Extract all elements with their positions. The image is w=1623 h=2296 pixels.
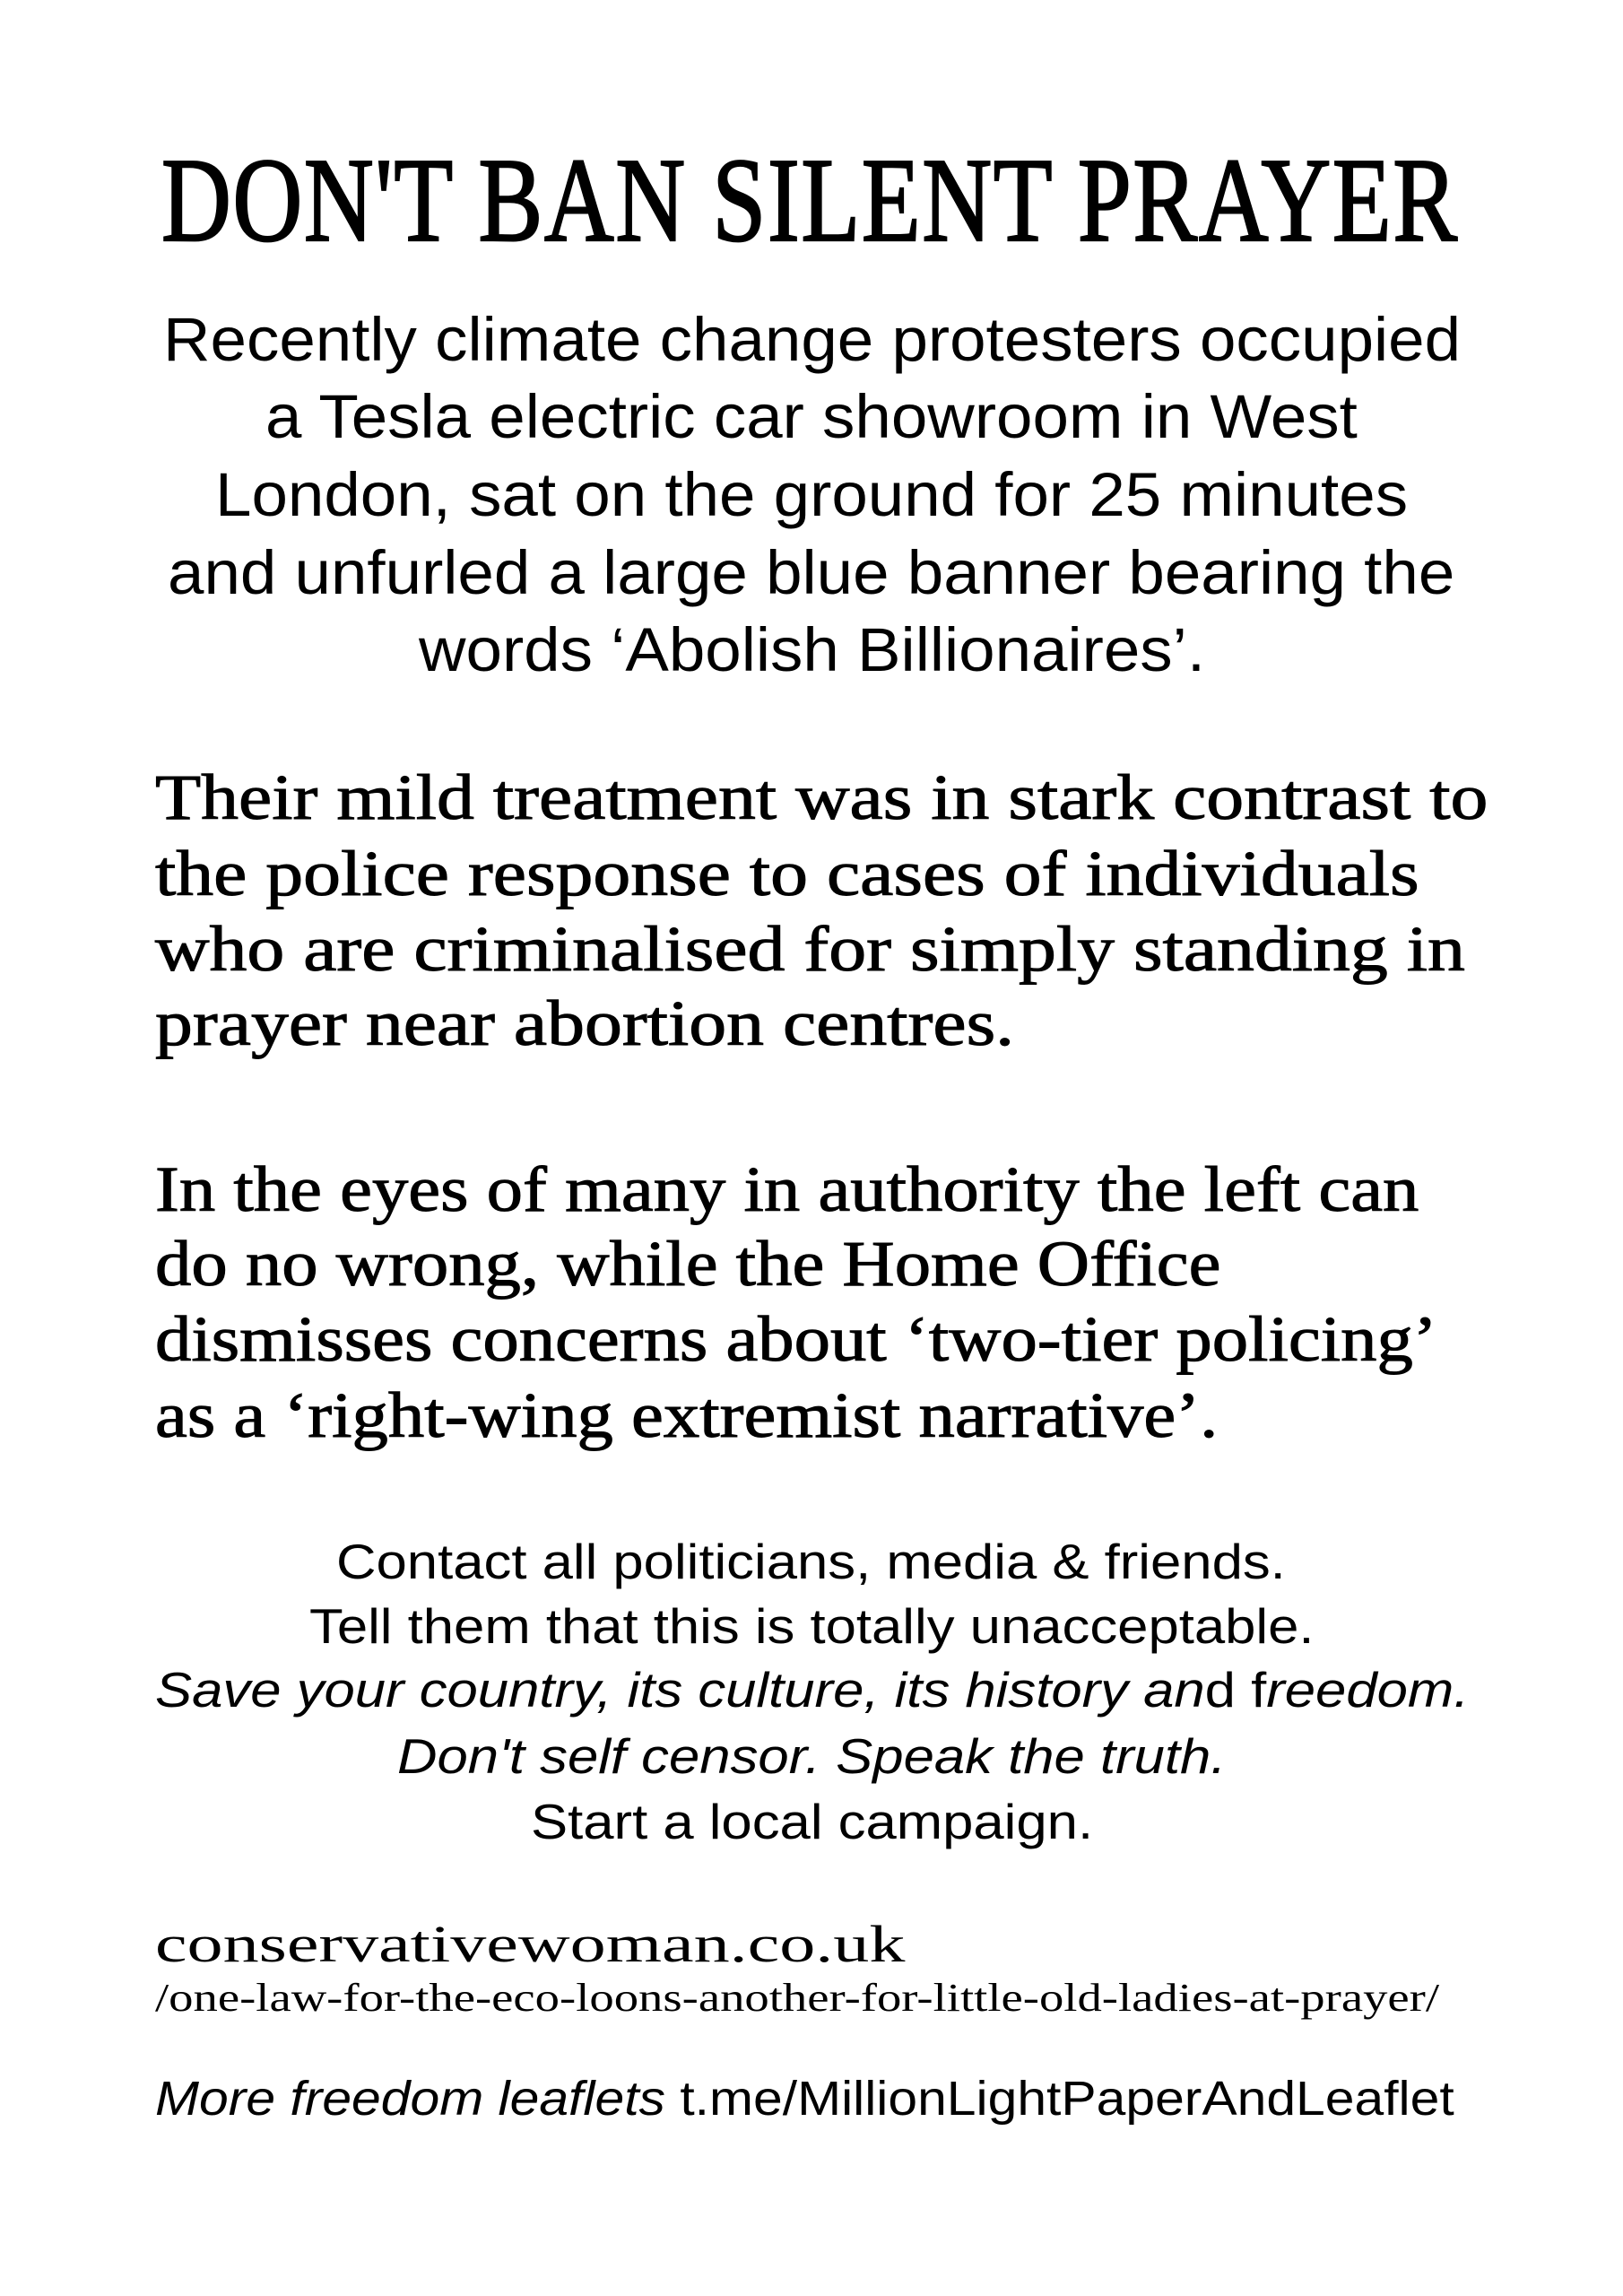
paragraph-3-line: do no wrong, while the Home Office <box>155 1228 1221 1300</box>
source-site-link[interactable]: conservativewoman.co.uk <box>155 1915 906 1973</box>
paragraph-3-line: In the eyes of many in authority the left can <box>155 1153 1419 1225</box>
paragraph-3-line: as a ‘right-wing extremist narrative’. <box>155 1379 1219 1451</box>
cta-save-country-italic-b: reedom. <box>1265 1662 1469 1718</box>
paragraph-1-line: words ‘Abolish Billionaires’. <box>418 615 1205 684</box>
cta-contact-line: Contact all politicians, media & friends. <box>336 1534 1287 1589</box>
leaflet-title: DON'T BAN SILENT PRAYER <box>161 134 1459 266</box>
paragraph-2-line: prayer near abortion centres. <box>155 987 1015 1059</box>
source-path-link[interactable]: /one-law-for-the-eco-loons-another-for-little-old-ladies-at-prayer/ <box>155 1976 1440 2020</box>
more-leaflets-line <box>155 2072 1454 2126</box>
cta-self-censor-line: Don't self censor. Speak the truth. <box>396 1728 1227 1784</box>
cta-unacceptable-line: Tell them that this is totally unacceptable. <box>308 1598 1315 1654</box>
cta-save-country-italic-a: Save your country, its culture, its history an <box>154 1662 1205 1718</box>
paragraph-1-line: Recently climate change protesters occupied <box>162 305 1461 374</box>
paragraph-2-line: Their mild treatment was in stark contrast to <box>155 761 1488 833</box>
more-leaflets-label: More freedom leaflets <box>155 2072 665 2126</box>
paragraph-2-line: who are criminalised for simply standing in <box>155 913 1465 985</box>
paragraph-1-line: a Tesla electric car showroom in West <box>265 382 1358 451</box>
paragraph-1-line: and unfurled a large blue banner bearing the <box>168 538 1455 607</box>
paragraph-3-line: dismisses concerns about ‘two-tier policing’ <box>155 1303 1437 1375</box>
paragraph-1-line: London, sat on the ground for 25 minutes <box>214 460 1409 529</box>
paragraph-2-line: the police response to cases of individuals <box>155 838 1419 909</box>
cta-save-country-upright: d f <box>1204 1662 1266 1718</box>
cta-save-country-line <box>154 1662 1469 1718</box>
more-leaflets-link[interactable]: t.me/MillionLightPaperAndLeaflet <box>680 2072 1454 2126</box>
cta-campaign-line: Start a local campaign. <box>530 1794 1093 1849</box>
